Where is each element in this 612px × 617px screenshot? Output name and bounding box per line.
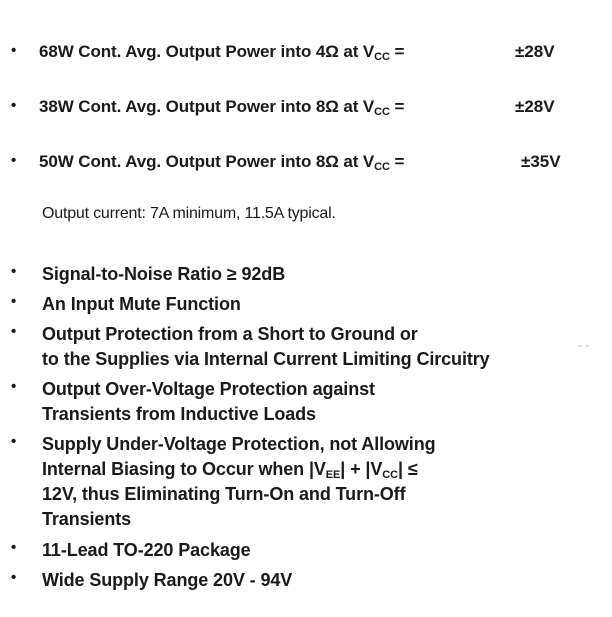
- bullet: •: [11, 569, 17, 586]
- bullet: •: [11, 152, 17, 169]
- feature-text: Supply Under-Voltage Protection, not Allowing: [42, 434, 436, 454]
- feature-text: Internal Biasing to Occur when $|V_{EE}| + |V_{CC}|$ ≤: [42, 459, 418, 481]
- spec-value: ±28V: [515, 42, 555, 61]
- bullet: •: [11, 539, 17, 556]
- bullet: •: [11, 293, 17, 310]
- spec-text: 38W Cont. Avg. Output Power into 8Ω at $V_{CC}$ =: [39, 97, 405, 118]
- feature-text: An Input Mute Function: [42, 294, 241, 314]
- feature-text: Wide Supply Range 20V - 94V: [42, 570, 293, 590]
- feature-text: Signal-to-Noise Ratio ≥ 92dB: [42, 264, 286, 284]
- feature-text: Output Over-Voltage Protection against: [42, 379, 375, 399]
- feature-text: Transients: [42, 509, 132, 529]
- feature-text: Output Protection from a Short to Ground or: [42, 324, 418, 344]
- spec-text: 50W Cont. Avg. Output Power into 8Ω at $V_{CC}$ =: [39, 152, 405, 173]
- bullet: •: [11, 263, 17, 280]
- spec-text: 68W Cont. Avg. Output Power into 4Ω at $V_{CC}$ =: [39, 42, 405, 63]
- feature-text: 11-Lead TO-220 Package: [42, 540, 251, 560]
- bullet: •: [11, 42, 17, 59]
- spec-value: ±28V: [515, 97, 555, 116]
- bullet: •: [11, 378, 17, 395]
- feature-text: to the Supplies via Internal Current Limiting Circuitry: [42, 349, 490, 369]
- bullet: •: [11, 97, 17, 114]
- decorative-dash: - -: [578, 338, 590, 352]
- bullet: •: [11, 433, 17, 450]
- spec-value: ±35V: [521, 152, 561, 171]
- bullet: •: [11, 323, 17, 340]
- feature-text: 12V, thus Eliminating Turn-On and Turn-Off: [42, 484, 406, 504]
- feature-text: Transients from Inductive Loads: [42, 404, 316, 424]
- output-current-note: Output current: 7A minimum, 11.5A typical.: [42, 205, 336, 222]
